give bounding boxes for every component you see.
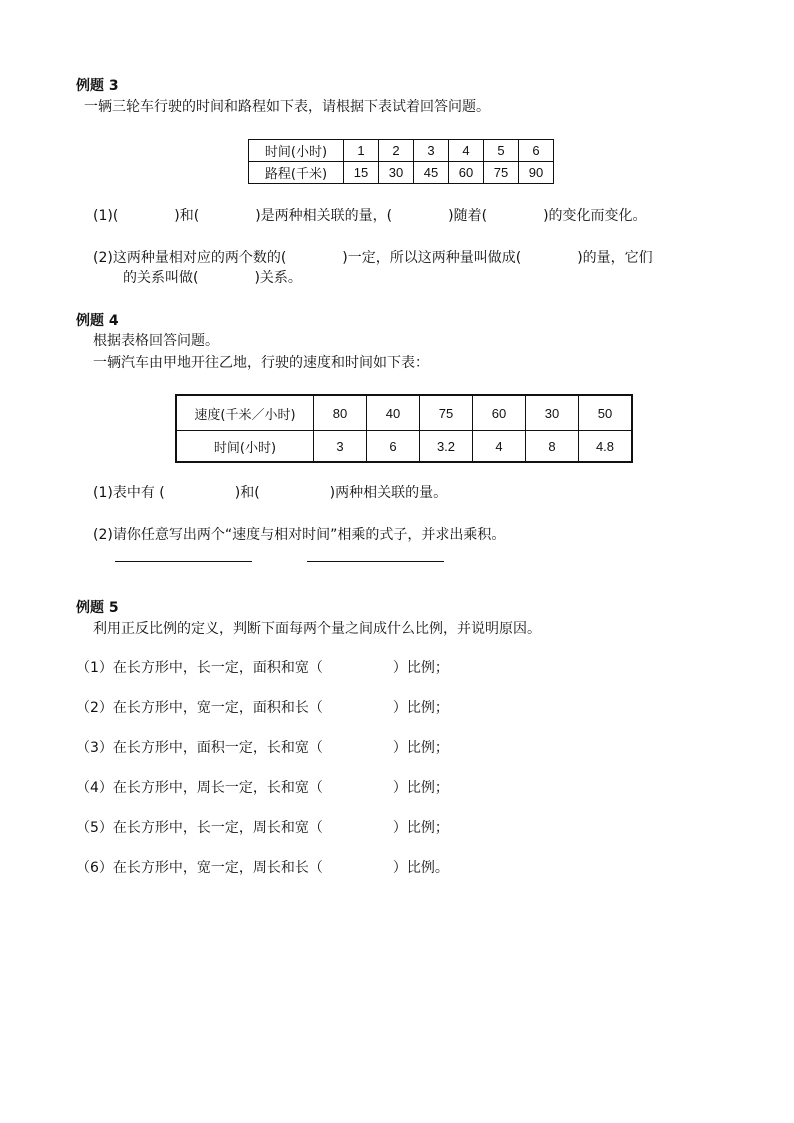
table-row-label: 路程(千米) [249, 162, 344, 184]
table-cell: 60 [449, 162, 484, 184]
table-row [176, 395, 632, 431]
answer-blank-line [115, 561, 252, 562]
example-3-question-2-line-1: (2)这两种量相对应的两个数的( )一定，所以这两种量叫做成( )的量，它们 [93, 250, 653, 266]
example-3-heading: 例题 3 [76, 78, 119, 94]
table-cell: 75 [420, 395, 473, 431]
table-cell: 5 [484, 140, 519, 162]
example-4-intro-2: 一辆汽车由甲地开往乙地，行驶的速度和时间如下表： [93, 355, 429, 371]
example-4-heading: 例题 4 [76, 313, 119, 329]
example-5-item: （4）在长方形中，周长一定，长和宽（ ）比例； [76, 780, 449, 796]
answer-blank-line [307, 561, 444, 562]
table-row [176, 431, 632, 463]
table-row [249, 162, 554, 184]
example-5-item: （2）在长方形中，宽一定，面积和长（ ）比例； [76, 700, 449, 716]
example-4-question-1: (1)表中有 ( )和( )两种相关联的量。 [93, 485, 448, 501]
table-cell: 80 [314, 395, 367, 431]
table-cell: 45 [414, 162, 449, 184]
table-cell: 3.2 [420, 431, 473, 463]
example-5-item: （6）在长方形中，宽一定，周长和长（ ）比例。 [76, 860, 449, 876]
table-row-label: 速度(千米／小时) [176, 395, 314, 431]
table-cell: 50 [579, 395, 633, 431]
example-3-question-2-line-2: 的关系叫做( )关系。 [123, 270, 302, 286]
table-row [249, 140, 554, 162]
example-5-heading: 例题 5 [76, 600, 119, 616]
table-cell: 15 [344, 162, 379, 184]
example-5-intro: 利用正反比例的定义，判断下面每两个量之间成什么比例，并说明原因。 [93, 621, 541, 637]
table-cell: 40 [367, 395, 420, 431]
table-cell: 8 [526, 431, 579, 463]
example-4-question-2: (2)请你任意写出两个“速度与相对时间”相乘的式子，并求出乘积。 [93, 527, 506, 543]
table-row-label: 时间(小时) [176, 431, 314, 463]
example-4-intro-1: 根据表格回答问题。 [93, 333, 219, 349]
example-4-table [175, 394, 633, 463]
table-cell: 4 [473, 431, 526, 463]
table-cell: 4 [449, 140, 484, 162]
table-cell: 90 [519, 162, 554, 184]
example-3-table [248, 139, 554, 184]
example-5-item: （5）在长方形中，长一定，周长和宽（ ）比例； [76, 820, 449, 836]
table-row-label: 时间(小时) [249, 140, 344, 162]
table-cell: 60 [473, 395, 526, 431]
example-5-item: （3）在长方形中，面积一定，长和宽（ ）比例； [76, 740, 449, 756]
table-cell: 3 [414, 140, 449, 162]
table-cell: 2 [379, 140, 414, 162]
example-3-question-1: (1)( )和( )是两种相关联的量，( )随着( )的变化而变化。 [93, 208, 647, 224]
table-cell: 4.8 [579, 431, 633, 463]
table-cell: 1 [344, 140, 379, 162]
example-5-item: （1）在长方形中，长一定，面积和宽（ ）比例； [76, 660, 449, 676]
table-cell: 6 [519, 140, 554, 162]
table-cell: 3 [314, 431, 367, 463]
table-cell: 30 [379, 162, 414, 184]
table-cell: 30 [526, 395, 579, 431]
example-3-intro: 一辆三轮车行驶的时间和路程如下表，请根据下表试着回答问题。 [84, 99, 490, 115]
table-cell: 75 [484, 162, 519, 184]
table-cell: 6 [367, 431, 420, 463]
